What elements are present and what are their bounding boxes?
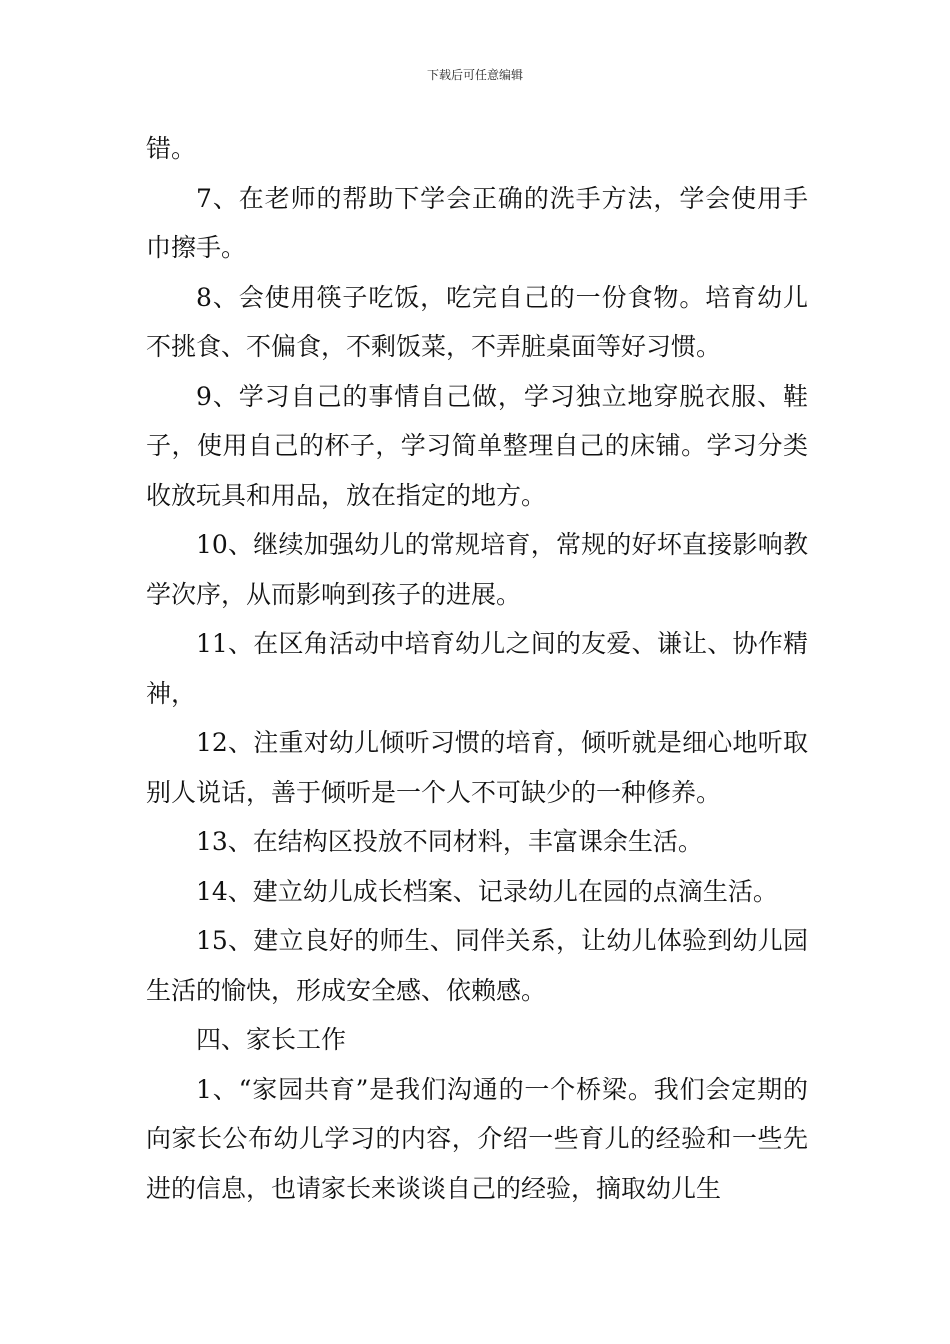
paragraph-item-11: 11、在区角活动中培育幼儿之间的友爱、谦让、协作精神， <box>146 629 808 708</box>
paragraph-continuation: 错。 <box>146 134 197 163</box>
paragraph-item-13: 13、在结构区投放不同材料，丰富课余生活。 <box>196 827 703 856</box>
paragraph-item-12: 12、注重对幼儿倾听习惯的培育，倾听就是细心地听取别人说话，善于倾听是一个人不可缺少的一种修养。 <box>146 728 808 807</box>
section-heading-parent-work: 四、家长工作 <box>196 1025 347 1054</box>
paragraph-item-14: 14、建立幼儿成长档案、记录幼儿在园的点滴生活。 <box>196 876 778 906</box>
paragraph-item-7: 7、在老师的帮助下学会正确的洗手方法，学会使用手巾擦手。 <box>146 183 808 262</box>
paragraph-item-9: 9、学习自己的事情自己做，学习独立地穿脱衣服、鞋子，使用自己的杯子，学习简单整理自己的床铺。学习分类收放玩具和用品，放在指定的地方。 <box>146 381 808 510</box>
document-body <box>146 124 808 1213</box>
paragraph-parent-item-1: 1、“家园共育”是我们沟通的一个桥梁。我们会定期的向家长公布幼儿学习的内容，介绍一些育儿的经验和一些先进的信息，也请家长来谈谈自己的经验，摘取幼儿生 <box>146 1074 808 1203</box>
page-header: 下载后可任意编辑 <box>426 68 523 82</box>
paragraph-item-8: 8、会使用筷子吃饭，吃完自己的一份食物。培育幼儿不挑食、不偏食，不剩饭菜，不弄脏桌面等好习惯。 <box>146 282 808 361</box>
paragraph-item-15: 15、建立良好的师生、同伴关系，让幼儿体验到幼儿园生活的愉快，形成安全感、依赖感。 <box>146 926 808 1005</box>
paragraph-item-10: 10、继续加强幼儿的常规培育，常规的好坏直接影响教学次序，从而影响到孩子的进展。 <box>146 530 808 609</box>
